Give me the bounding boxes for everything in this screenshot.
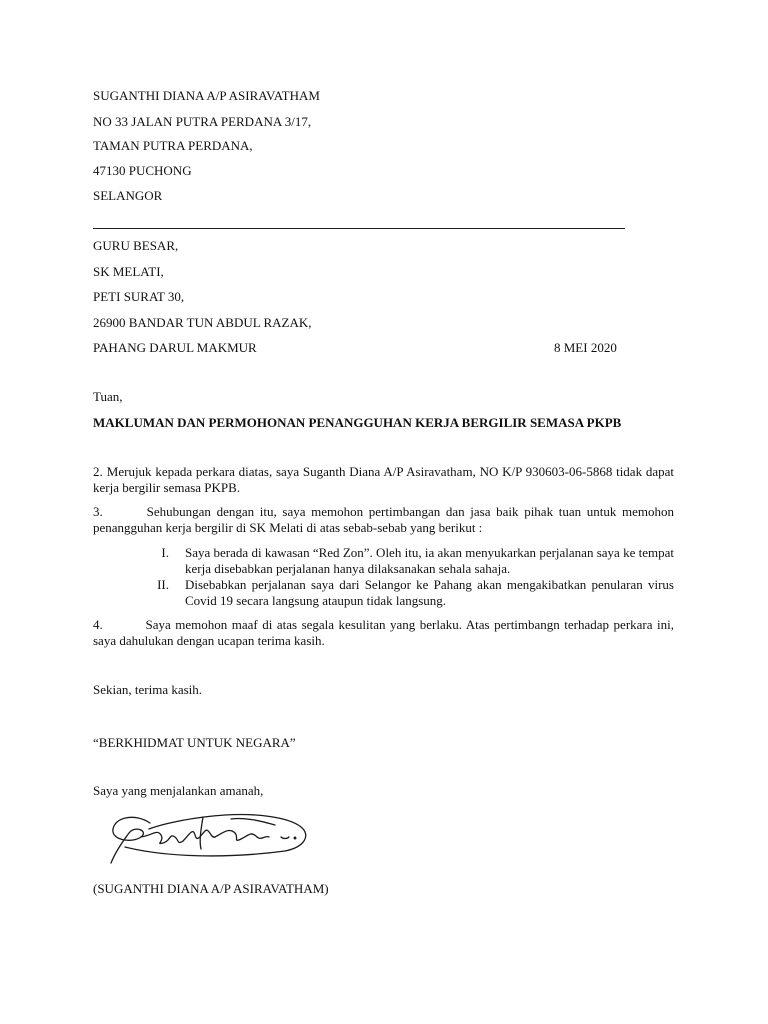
paragraph-4 — [93, 617, 674, 649]
paragraph-2-number: 2. — [93, 464, 103, 479]
recipient-line3: PETI SURAT 30, — [93, 289, 185, 304]
letter-date: 8 MEI 2020 — [554, 340, 617, 355]
salutation: Tuan, — [93, 389, 123, 404]
recipient-line4: 26900 BANDAR TUN ABDUL RAZAK, — [93, 315, 312, 330]
paragraph-3 — [93, 504, 674, 536]
signature-name: (SUGANTHI DIANA A/P ASIRAVATHAM) — [93, 881, 329, 896]
list-item-numeral: I. — [161, 545, 169, 560]
list-item — [143, 545, 674, 577]
list-item-text: Saya berada di kawasan “Red Zon”. Oleh itu, ia akan menyukarkan perjalanan saya ke tempat kerja disebabkan perjalanan hanya dilaksanakan sehala sahaja. — [185, 545, 674, 576]
sender-name: SUGANTHI DIANA A/P ASIRAVATHAM — [93, 88, 320, 103]
recipient-line2: SK MELATI, — [93, 264, 164, 279]
motto-text: “BERKHIDMAT UNTUK NEGARA” — [93, 735, 296, 750]
recipient-line1: GURU BESAR, — [93, 238, 179, 253]
reasons-list — [143, 545, 674, 609]
sender-address-line3: 47130 PUCHONG — [93, 163, 192, 178]
header-divider — [93, 228, 625, 229]
recipient-line5: PAHANG DARUL MAKMUR — [93, 340, 257, 355]
paragraph-3-number: 3. — [93, 504, 103, 519]
sign-off-text: Saya yang menjalankan amanah, — [93, 783, 264, 798]
paragraph-3-text: Sehubungan dengan itu, saya memohon pertimbangan dan jasa baik pihak tuan untuk memohon penangguhan kerja bergilir di SK Melati di atas sebab-sebab yang berikut : — [93, 504, 674, 535]
paragraph-4-text: Saya memohon maaf di atas segala kesulitan yang berlaku. Atas pertimbangn terhadap perkara ini, saya dahulukan dengan ucapan terima kasih. — [93, 617, 674, 648]
sender-address-line2: TAMAN PUTRA PERDANA, — [93, 138, 253, 153]
closing-text: Sekian, terima kasih. — [93, 682, 203, 697]
letter-subject: MAKLUMAN DAN PERMOHONAN PENANGGUHAN KERJA BERGILIR SEMASA PKPB — [93, 415, 622, 430]
list-item-text: Disebabkan perjalanan saya dari Selangor ke Pahang akan mengakibatkan penularan virus Covid 19 secara langsung ataupun tidak langsung. — [185, 577, 674, 608]
list-item-numeral: II. — [157, 577, 169, 592]
paragraph-2-text: Merujuk kepada perkara diatas, saya Suganth Diana A/P Asiravatham, NO K/P 930603-06-5868 tidak dapat kerja bergilir semasa PKPB. — [93, 464, 675, 495]
handwritten-signature — [105, 805, 320, 870]
sender-address-line1: NO 33 JALAN PUTRA PERDANA 3/17, — [93, 114, 312, 129]
paragraph-4-number: 4. — [93, 617, 103, 632]
list-item — [143, 577, 674, 609]
sender-address-line4: SELANGOR — [93, 188, 163, 203]
paragraph-2 — [93, 464, 674, 496]
